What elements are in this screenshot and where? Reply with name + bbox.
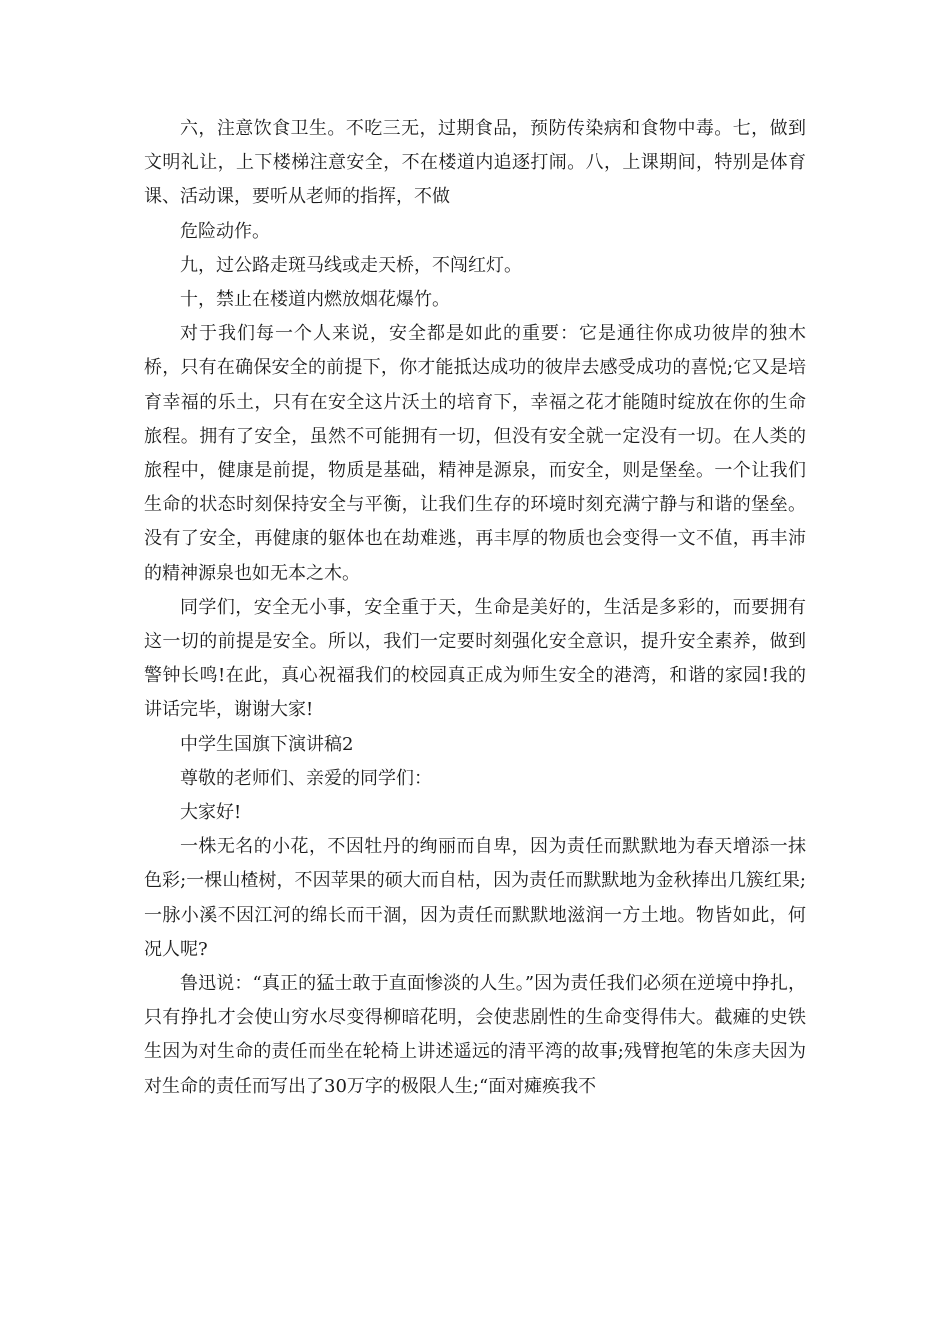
paragraph-4: 十，禁止在楼道内燃放烟花爆竹。 [180, 289, 450, 311]
paragraph-10: 一株无名的小花，不因牡丹的绚丽而自卑，因为责任而默默地为春天增添一抹色彩;一棵山楂树，不因苹果的硕大而自枯，因为责任而默默地为金秋捧出几簇红果;一脉小溪不因江河的绵长而干涸，因为责任而默默地滋润一方土地。物皆如此，何况人呢? [144, 836, 807, 960]
greeting: 大家好! [180, 802, 242, 824]
salutation: 尊敬的老师们、亲爱的同学们： [180, 767, 432, 789]
paragraph-6: 同学们，安全无小事，安全重于天，生命是美好的，生活是多彩的，而要拥有这一切的前提是安全。所以，我们一定要时刻强化安全意识，提升安全素养，做到警钟长鸣!在此，真心祝福我们的校园真正成为师生安全的港湾，和谐的家园!我的讲话完毕，谢谢大家! [144, 596, 806, 721]
paragraph-5: 对于我们每一个人来说，安全都是如此的重要：它是通往你成功彼岸的独木桥，只有在确保安全的前提下，你才能抵达成功的彼岸去感受成功的喜悦;它又是培育幸福的乐土，只有在安全这片沃土的培育下，幸福之花才能随时绽放在你的生命旅程。拥有了安全，虽然不可能拥有一切，但没有安全就一定没有一切。在人类的旅程中，健康是前提，物质是基础，精神是源泉，而安全，则是堡垒。一个让我们生命的状态时刻保持安全与平衡，让我们生存的环境时刻充满宁静与和谐的堡垒。没有了安全，再健康的躯体也在劫难逃，再丰厚的物质也会变得一文不值，再丰沛的精神源泉也如无本之木。 [144, 323, 806, 584]
paragraph-2: 危险动作。 [180, 220, 270, 242]
paragraph-3: 九，过公路走斑马线或走天桥，不闯红灯。 [180, 254, 522, 276]
paragraph-11: 鲁迅说：“真正的猛士敢于直面惨淡的人生。”因为责任我们必须在逆境中挣扎，只有挣扎才会使山穷水尽变得柳暗花明，会使悲剧性的生命变得伟大。截瘫的史铁生因为对生命的责任而坐在轮椅上讲述遥远的清平湾的故事;残臂抱笔的朱彦夫因为对生命的责任而写出了30万字的极限人生;“面对瘫痪我不 [144, 973, 806, 1097]
section-title: 中学生国旗下演讲稿2 [180, 733, 354, 755]
document-page [144, 112, 806, 1104]
paragraph-1: 六，注意饮食卫生。不吃三无，过期食品，预防传染病和食物中毒。七，做到文明礼让，上下楼梯注意安全，不在楼道内追逐打闹。八，上课期间，特别是体育课、活动课，要听从老师的指挥，不做 [144, 118, 806, 208]
